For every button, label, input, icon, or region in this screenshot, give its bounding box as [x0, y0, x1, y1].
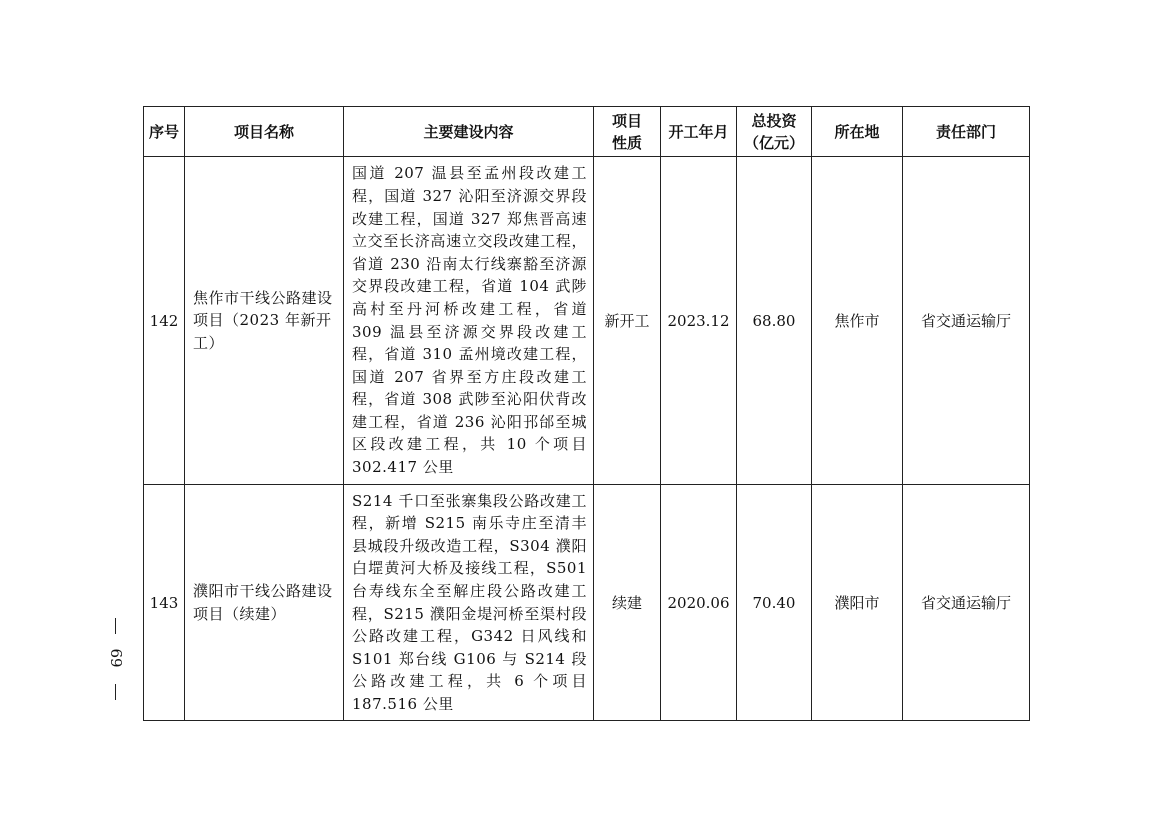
row-seq: 143 — [144, 485, 185, 721]
header-nature-line2: 性质 — [611, 133, 642, 152]
page-number-dash-bottom — [115, 684, 116, 700]
project-table — [143, 106, 1030, 721]
header-content: 主要建设内容 — [344, 107, 594, 157]
row-invest: 68.80 — [737, 157, 812, 485]
row-start: 2020.06 — [661, 485, 737, 721]
header-nature — [594, 107, 661, 157]
table-row — [144, 157, 1030, 485]
header-location: 所在地 — [812, 107, 903, 157]
row-nature: 续建 — [594, 485, 661, 721]
row-nature: 新开工 — [594, 157, 661, 485]
row-content — [344, 485, 594, 721]
row-start: 2023.12 — [661, 157, 737, 485]
header-invest-line2: （亿元） — [743, 133, 804, 152]
row-content-text: 国道 207 温县至孟州段改建工程，国道 327 沁阳至济源交界段改建工程，国道 327 郑焦晋高速立交至长济高速立交段改建工程，省道 230 沿南太行线寨豁至济源交界段改建工程，省道 104 武陟高村至丹河桥改建工程，省道 309 温县至济源交界段改建工程，省道 310 孟州境改建工程，国道 207 省界至方庄段改建工程，省道 308 武陟至沁阳伏背改建工程，省道 236 沁阳邘邰至城区段改建工程，共 10 个项目 302.417 公里 — [352, 164, 587, 477]
row-dept: 省交通运输厅 — [903, 485, 1030, 721]
table-row — [144, 485, 1030, 721]
page-number-dash-top — [115, 618, 116, 634]
row-content — [344, 157, 594, 485]
row-name-text: 焦作市干线公路建设项目（2023 年新开工） — [193, 288, 333, 352]
header-dept: 责任部门 — [903, 107, 1030, 157]
row-location: 濮阳市 — [812, 485, 903, 721]
page-number — [104, 618, 128, 698]
table-header-row — [144, 107, 1030, 157]
header-nature-line1: 项目 — [611, 111, 642, 130]
page-number-text: 69 — [107, 648, 125, 668]
header-invest-line1: 总投资 — [751, 111, 797, 130]
header-seq: 序号 — [144, 107, 185, 157]
row-location: 焦作市 — [812, 157, 903, 485]
header-invest — [737, 107, 812, 157]
row-seq: 142 — [144, 157, 185, 485]
row-name-text: 濮阳市干线公路建设项目（续建） — [193, 581, 333, 623]
row-invest: 70.40 — [737, 485, 812, 721]
header-start: 开工年月 — [661, 107, 737, 157]
row-dept: 省交通运输厅 — [903, 157, 1030, 485]
row-name — [185, 485, 344, 721]
header-name: 项目名称 — [185, 107, 344, 157]
row-content-text: S214 千口至张寨集段公路改建工程，新增 S215 南乐寺庄至清丰县城段升级改造工程，S304 濮阳白堽黄河大桥及接线工程，S501 台寿线东全至解庄段公路改建工程，S215 濮阳金堤河桥至渠村段公路改建工程，G342 日风线和 S101 郑台线 G106 与 S214 段公路改建工程，共 6 个项目 187.516 公里 — [352, 491, 587, 713]
row-name — [185, 157, 344, 485]
